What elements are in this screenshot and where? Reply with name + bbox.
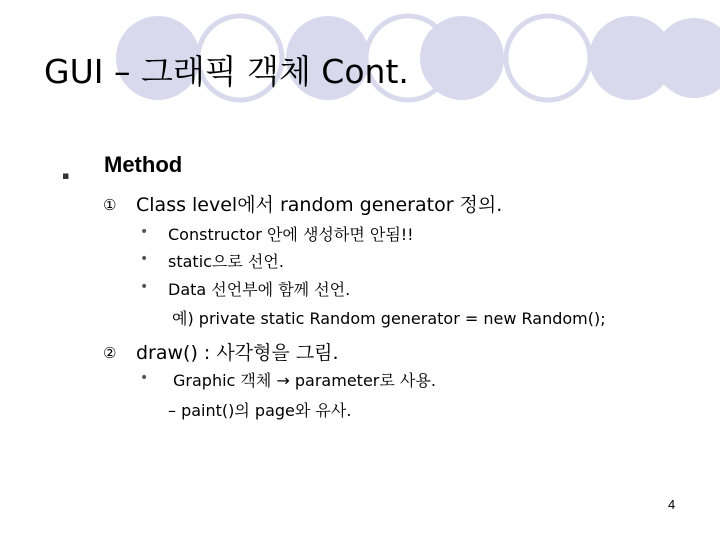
- decor-circle: [654, 18, 720, 98]
- decor-circle: [420, 16, 504, 100]
- item1-text: Class level에서 random generator 정의.: [136, 194, 503, 216]
- item1-bullet-1: Constructor 안에 생성하면 안됨!!: [168, 225, 414, 244]
- bullet-dot: •: [140, 370, 149, 386]
- decor-circle: [506, 16, 590, 100]
- item1-example: 예) private static Random generator = new Random();: [172, 309, 606, 328]
- level1-bullet: ▪: [62, 169, 70, 182]
- bullet-dot: •: [140, 251, 149, 267]
- bullet-dot: •: [140, 224, 149, 240]
- item2-text: draw() : 사각형을 그림.: [136, 342, 339, 364]
- slide-title: GUI – 그래픽 객체 Cont.: [44, 52, 409, 91]
- item1-number: ①: [103, 196, 117, 214]
- page-number: 4: [668, 497, 676, 512]
- item2-note: – paint()의 page와 유사.: [168, 401, 352, 420]
- level1-heading: Method: [104, 152, 183, 177]
- item2-bullet-1: Graphic 객체 → parameter로 사용.: [173, 371, 436, 390]
- item2-number: ②: [103, 344, 117, 362]
- item1-bullet-3: Data 선언부에 함께 선언.: [168, 280, 351, 299]
- item1-bullet-2: static으로 선언.: [168, 252, 284, 271]
- bullet-dot: •: [140, 279, 149, 295]
